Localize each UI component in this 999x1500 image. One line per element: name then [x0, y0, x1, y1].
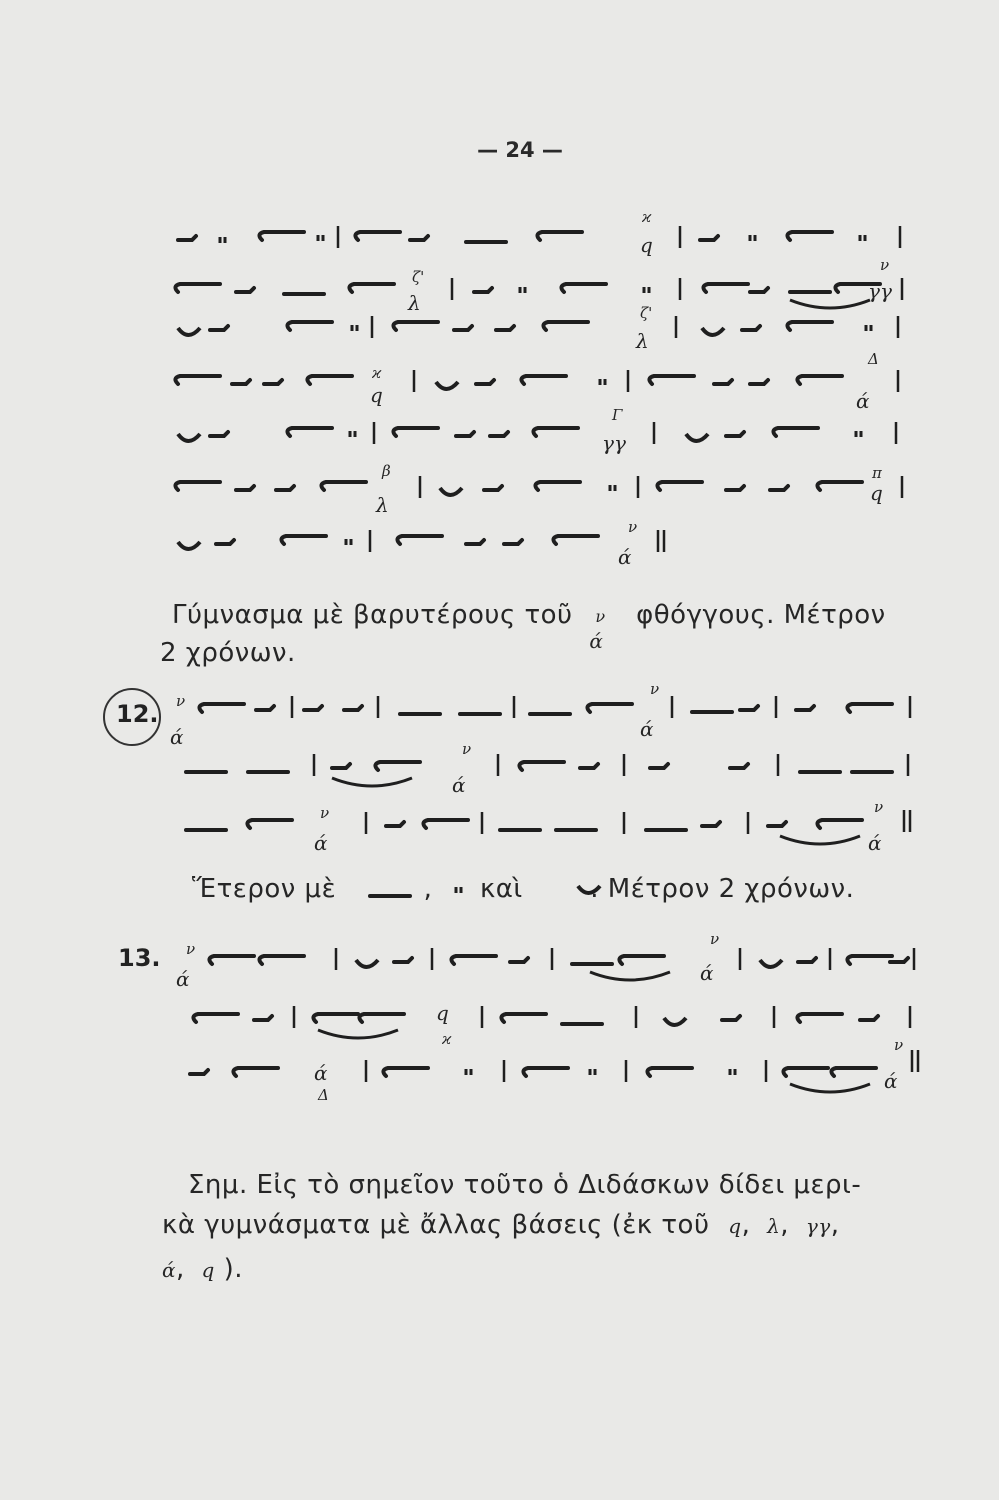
svg-text:ν: ν	[650, 680, 660, 698]
svg-text:q: q	[870, 481, 883, 505]
svg-text:q: q	[640, 233, 653, 257]
notation-line-5	[178, 406, 896, 455]
svg-text:ά: ά	[640, 717, 654, 741]
svg-text:Γ: Γ	[612, 406, 623, 424]
svg-text:λ: λ	[408, 291, 421, 315]
svg-text:ζ': ζ'	[640, 304, 653, 322]
svg-text:ά: ά	[868, 831, 882, 855]
notation-line-6	[175, 462, 902, 517]
exercise-12-line-3	[186, 798, 910, 855]
svg-text:ά: ά	[452, 773, 466, 797]
svg-text:q: q	[370, 383, 383, 407]
svg-text:Δ: Δ	[868, 350, 879, 368]
svg-text:ά: ά	[314, 1061, 328, 1085]
svg-text:ά: ά	[314, 831, 328, 855]
svg-text:π: π	[872, 464, 882, 482]
exercise-12-number: 12.	[116, 700, 159, 728]
heading-1-line-1: Γύμνασμα μὲ βαρυτέρους τοῦ ν ά φθόγγους. Μέτρον	[172, 600, 886, 653]
heading-1-text-after: φθόγγους. Μέτρον	[636, 600, 886, 630]
note-line-2: κὰ γυμνάσματα μὲ ἄλλας βάσεις (ἐκ τοῦ q, λ, γγ,	[162, 1210, 840, 1240]
svg-text:λ: λ	[376, 493, 389, 517]
svg-text:ν: ν	[710, 930, 720, 948]
notation-line-2	[175, 256, 902, 315]
svg-text:γγ: γγ	[602, 431, 626, 455]
svg-text:ά: ά	[170, 725, 184, 749]
heading-2: Ἕτερον μὲ , καὶ . Μέτρον 2 χρόνων.	[192, 874, 855, 904]
heading-1-line-2: 2 χρόνων.	[160, 638, 296, 668]
svg-text:ν: ν	[186, 940, 196, 958]
heading-1-text-before: Γύμνασμα μὲ βαρυτέρους τοῦ	[172, 600, 573, 630]
svg-text:ν: ν	[874, 798, 884, 816]
svg-text:ά: ά	[700, 961, 714, 985]
svg-text:ν: ν	[176, 692, 186, 710]
svg-text:ν: ν	[320, 804, 330, 822]
svg-text:q: q	[436, 1001, 449, 1025]
svg-text:ά: ά	[856, 389, 870, 413]
svg-text:ά: ά	[618, 545, 632, 569]
notation-line-4	[175, 350, 898, 413]
svg-text:ζ': ζ'	[412, 268, 425, 286]
notation-line-1	[178, 208, 900, 257]
note-line-3: ά, q ).	[162, 1254, 244, 1284]
svg-text:ά: ά	[176, 967, 190, 991]
exercise-12-line-2	[186, 740, 908, 797]
exercise-13-line-1	[176, 930, 914, 991]
svg-text:ϰ: ϰ	[642, 208, 652, 226]
svg-text:ν: ν	[894, 1036, 904, 1054]
svg-text:Δ: Δ	[318, 1086, 329, 1104]
svg-text:ϰ: ϰ	[442, 1030, 452, 1048]
svg-text:ν: ν	[628, 518, 638, 536]
exercise-13-line-3	[190, 1036, 918, 1104]
exercise-13-line-2	[193, 1001, 910, 1048]
svg-text:γγ: γγ	[868, 279, 892, 303]
svg-text:ϰ: ϰ	[372, 364, 382, 382]
notation-line-7	[178, 518, 664, 569]
page-number: — 24 —	[477, 138, 563, 162]
notation-line-3	[178, 304, 898, 353]
exercise-12-line-1	[170, 680, 910, 749]
svg-text:β: β	[382, 462, 391, 480]
svg-text:λ: λ	[636, 329, 649, 353]
exercise-13-number: 13.	[118, 944, 161, 972]
svg-text:ν: ν	[462, 740, 472, 758]
note-line-1: Σημ. Εἰς τὸ σημεῖον τοῦτο ὁ Διδάσκων δίδει μερι-	[188, 1170, 862, 1200]
svg-text:ά: ά	[884, 1069, 898, 1093]
svg-text:ν: ν	[880, 256, 890, 274]
